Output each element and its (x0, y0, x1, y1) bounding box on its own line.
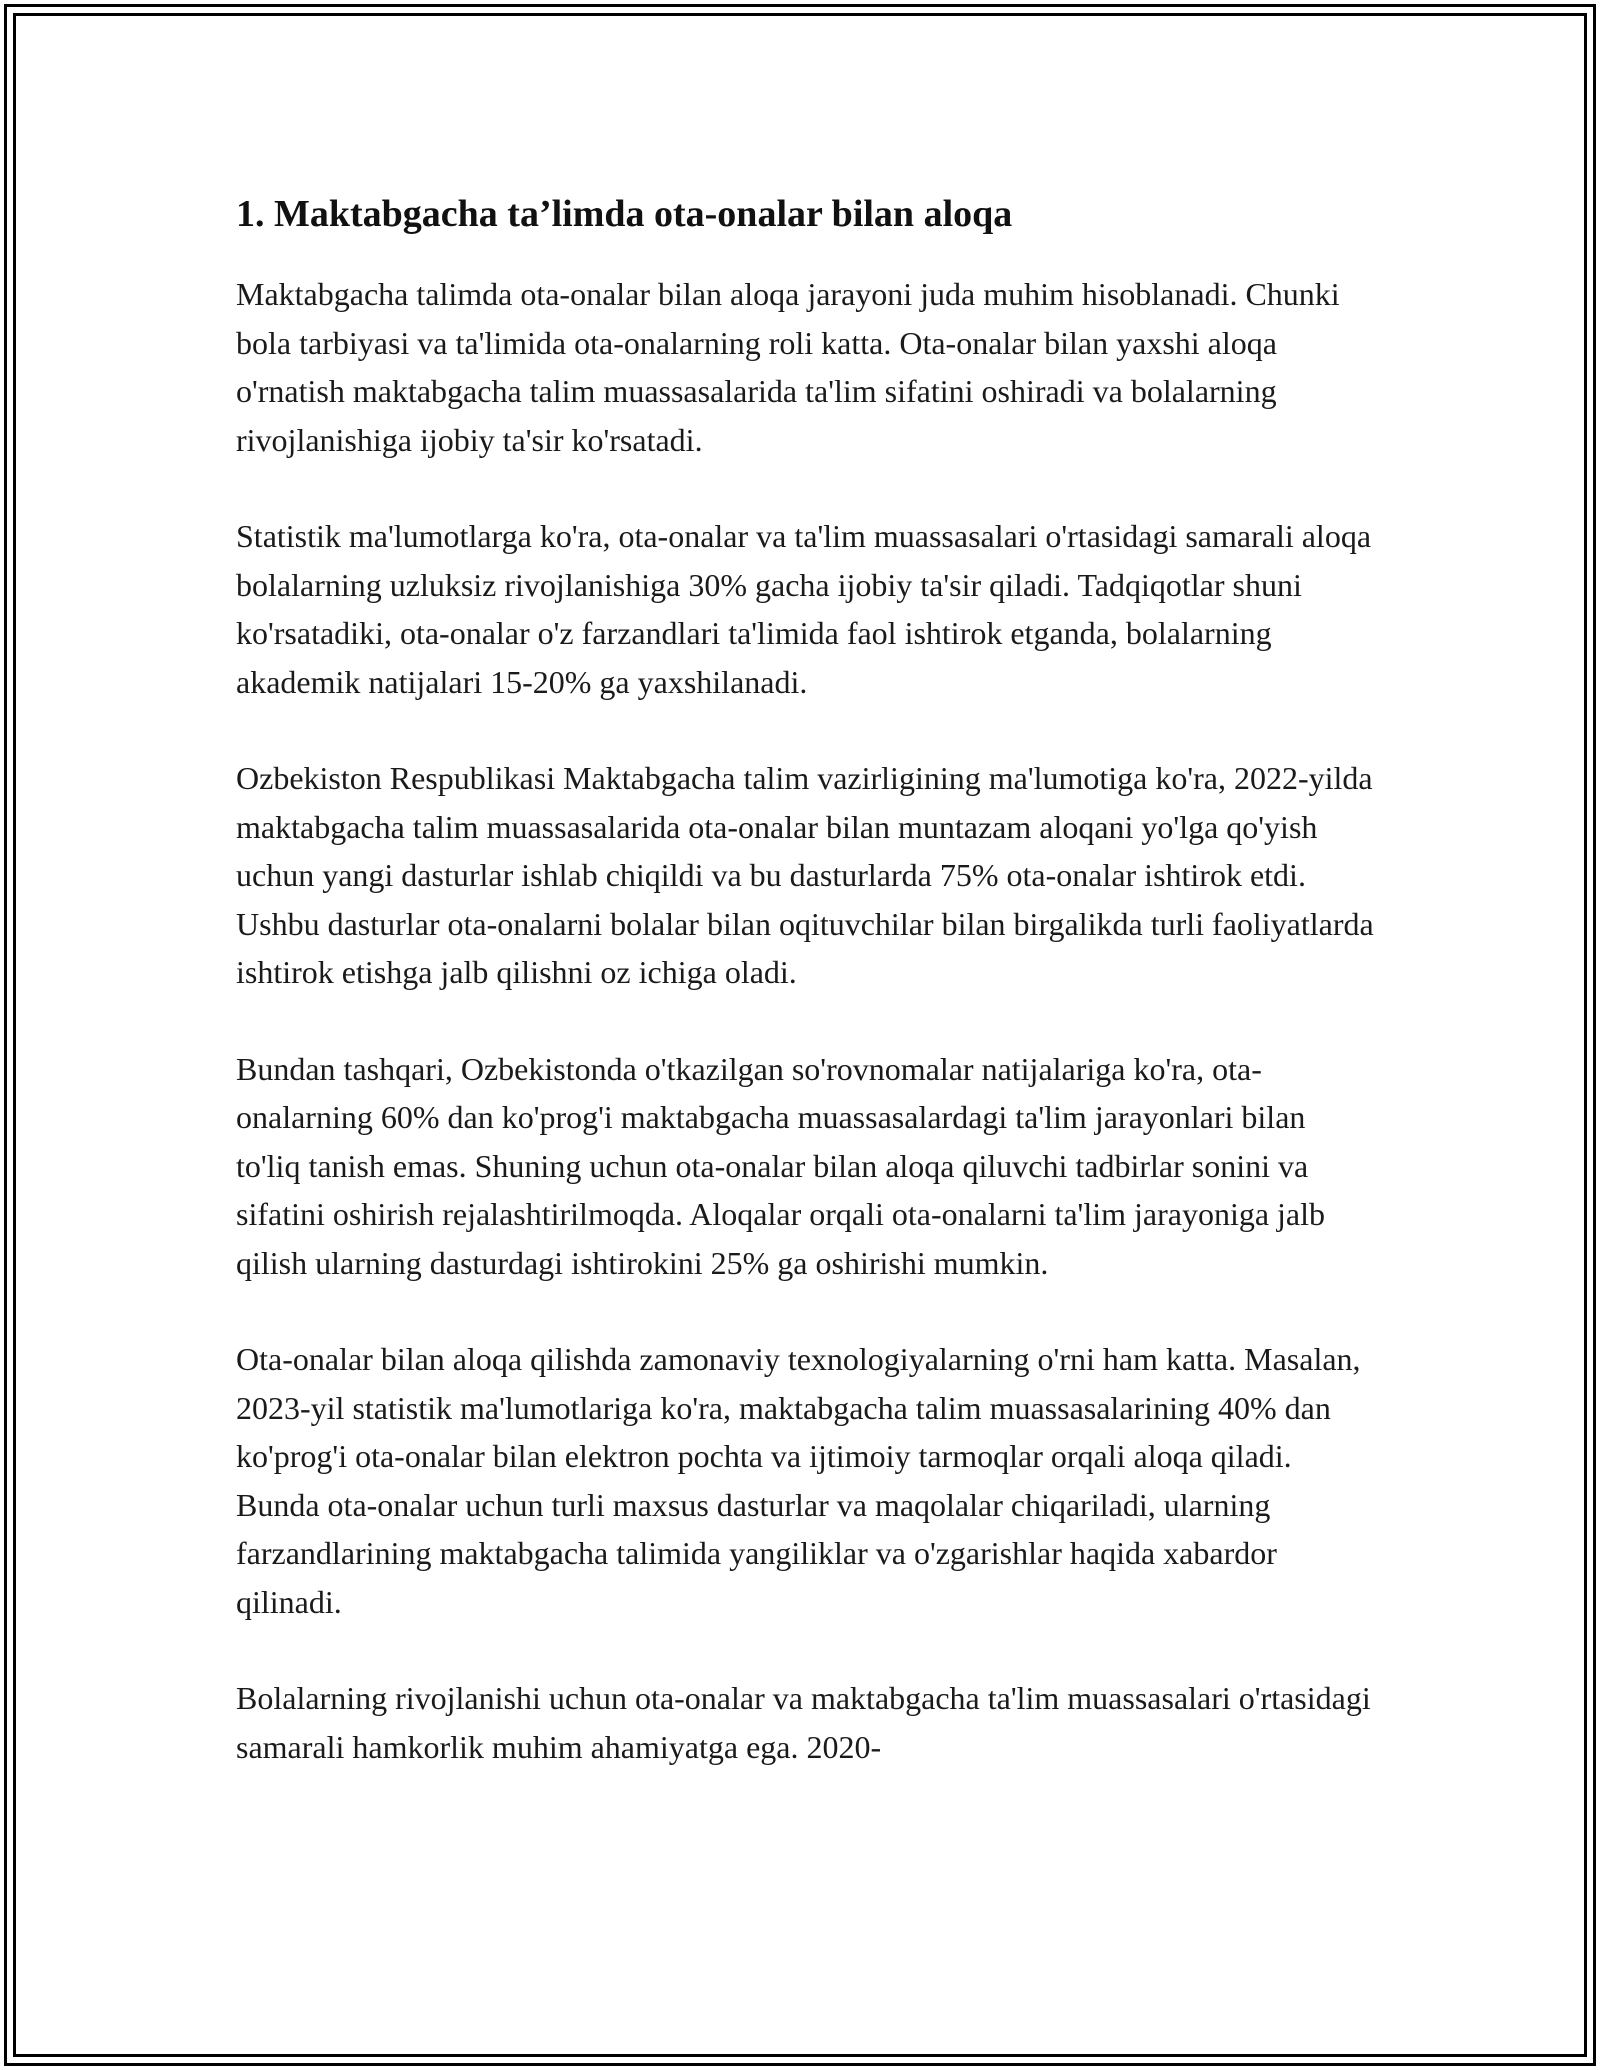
paragraph-2: Statistik ma'lumotlarga ko'ra, ota-onalar va ta'lim muassasalari o'rtasidagi samarali aloqa bolalarning uzluksiz rivojlanishiga 30% gacha ijobiy ta'sir qiladi. Tadqiqotlar shuni ko'rsatadiki, ota-onalar o'z farzandlari ta'limida faol ishtirok etganda, bolalarning akademik natijalari 15-20% ga yaxshilanadi. (236, 518, 1372, 700)
document-body (236, 188, 1376, 1819)
paragraph-1: Maktabgacha talimda ota-onalar bilan aloqa jarayoni juda muhim hisoblanadi. Chunki bola tarbiyasi va ta'limida ota-onalarning roli katta. Ota-onalar bilan yaxshi aloqa o'rnatish maktabgacha talim muassasalarida ta'lim sifatini oshiradi va bolalarning rivojlanishiga ijobiy ta'sir ko'rsatadi. (236, 276, 1340, 458)
paragraph-6: Bolalarning rivojlanishi uchun ota-onalar va maktabgacha ta'lim muassasalari o'rtasidagi samarali hamkorlik muhim ahamiyatga ega. 2020- (236, 1680, 1371, 1765)
paragraph-3: Ozbekiston Respublikasi Maktabgacha talim vazirligining ma'lumotiga ko'ra, 2022-yilda maktabgacha talim muassasalarida ota-onalar bilan muntazam aloqani yo'lga qo'yish uchun yangi dasturlar ishlab chiqildi va bu dasturlarda 75% ota-onalar ishtirok etdi. Ushbu dasturlar ota-onalarni bolalar bilan oqituvchilar bilan birgalikda turli faoliyatlarda ishtirok etishga jalb qilishni oz ichiga oladi. (236, 760, 1374, 990)
section-heading: 1. Maktabgacha ta’limda ota-onalar bilan aloqa (236, 193, 1013, 235)
paragraph-5: Ota-onalar bilan aloqa qilishda zamonaviy texnologiyalarning o'rni ham katta. Masalan, 2023-yil statistik ma'lumotlariga ko'ra, maktabgacha talim muassasalarining 40% dan ko'prog'i ota-onalar bilan elektron pochta va ijtimoiy tarmoqlar orqali aloqa qiladi. Bunda ota-onalar uchun turli maxsus dasturlar va maqolalar chiqariladi, ularning farzandlarining maktabgacha talimida yangiliklar va o'zgarishlar haqida xabardor qilinadi. (236, 1341, 1361, 1620)
paragraph-4: Bundan tashqari, Ozbekistonda o'tkazilgan so'rovnomalar natijalariga ko'ra, ota-onalarning 60% dan ko'prog'i maktabgacha muassasalardagi ta'lim jarayonlari bilan to'liq tanish emas. Shuning uchun ota-onalar bilan aloqa qiluvchi tadbirlar sonini va sifatini oshirish rejalashtirilmoqda. Aloqalar orqali ota-onalarni ta'lim jarayoniga jalb qilish ularning dasturdagi ishtirokini 25% ga oshirishi mumkin. (236, 1050, 1326, 1281)
